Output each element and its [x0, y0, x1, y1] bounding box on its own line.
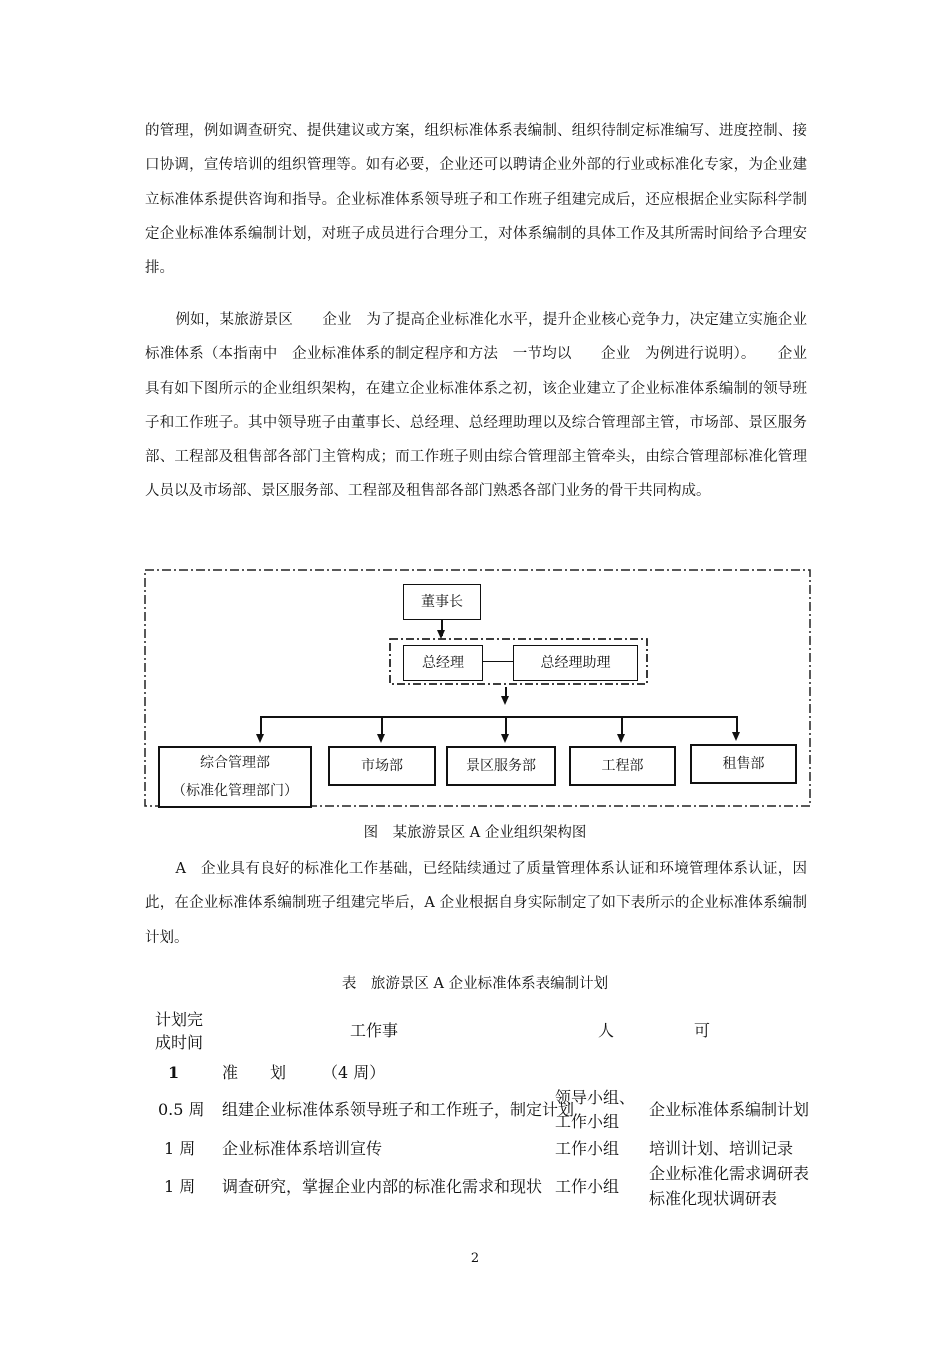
arrow-down-icon — [377, 734, 385, 743]
row-person: 工作小组 — [555, 1139, 620, 1158]
arrow-down-icon — [732, 732, 740, 741]
dept-name: 综合管理部 — [200, 755, 270, 771]
org-box-gm: 总经理 — [403, 645, 483, 681]
phase-name: 准 划 — [222, 1063, 287, 1082]
page-number: 2 — [470, 1251, 480, 1266]
row-output: 企业标准体系编制计划 — [649, 1100, 810, 1119]
row-person: 工作小组 — [555, 1112, 620, 1131]
arrow-down-icon — [617, 734, 625, 743]
figure-caption: 图 某旅游景区 A 企业组织架构图 — [363, 825, 587, 841]
row-time: 1 周 — [164, 1177, 196, 1196]
org-box-scenic-service: 景区服务部 — [446, 746, 556, 786]
org-box-general-management — [158, 746, 312, 808]
header-time-1: 计划完 — [155, 1010, 204, 1029]
org-box-gm-assistant: 总经理助理 — [513, 645, 638, 681]
branch-line — [260, 716, 738, 718]
org-box-marketing: 市场部 — [328, 746, 436, 786]
paragraph-management: 的管理，例如调查研究、提供建议或方案，组织标准体系表编制、组织待制定标准编写、进度控制、接口协调，宣传培训的组织管理等。如有必要，企业还可以聘请企业外部的行业或标准化专家，为企业建立标准体系提供咨询和指导。企业标准体系领导班子和工作班子组建完成后，还应根据企业实际科学制定企业标准体系编制计划，对班子成员进行合理分工，对体系编制的具体工作及其所需时间给予合理安排。 — [145, 123, 807, 277]
header-person: 人 — [598, 1021, 615, 1040]
org-box-engineering: 工程部 — [569, 746, 676, 786]
header-time-2: 成时间 — [155, 1033, 204, 1052]
header-work: 工作事 — [350, 1021, 399, 1040]
row-output: 标准化现状调研表 — [649, 1189, 778, 1208]
arrow-down-icon — [501, 734, 509, 743]
row-time: 0.5 周 — [158, 1100, 205, 1119]
org-box-leasing: 租售部 — [690, 744, 797, 784]
row-person: 工作小组 — [555, 1177, 620, 1196]
dept-note: （标准化管理部门） — [172, 783, 298, 799]
connector — [482, 661, 513, 662]
arrow-down-icon — [501, 696, 509, 705]
paragraph-certification: A 企业具有良好的标准化工作基础，已经陆续通过了质量管理体系认证和环境管理体系认证，因此，在企业标准体系编制班子组建完毕后，A 企业根据自身实际制定了如下表所示的企业标准体系编制计划。 — [145, 861, 807, 946]
row-time: 1 周 — [164, 1139, 196, 1158]
row-work: 组建企业标准体系领导班子和工作班子，制定计划 — [222, 1100, 575, 1119]
phase-number: 1 — [168, 1063, 180, 1082]
row-output: 培训计划、培训记录 — [649, 1139, 794, 1158]
table-caption: 表 旅游景区 A 企业标准体系表编制计划 — [341, 976, 609, 992]
row-person: 领导小组、 — [555, 1088, 636, 1107]
row-output: 企业标准化需求调研表 — [649, 1164, 810, 1183]
row-work: 企业标准体系培训宣传 — [222, 1139, 383, 1158]
org-box-chairman: 董事长 — [403, 584, 481, 620]
paragraph-example: 例如，某旅游景区 企业 为了提高企业标准化水平，提升企业核心竞争力，决定建立实施企业标准体系（本指南中 企业标准体系的制定程序和方法 一节均以 企业 为例进行说明）。 企业 具有如下图所示的企业组织架构，在建立企业标准体系之初，该企业建立了企业标准体系编制的领导班子和工作班子。其中领导班子由董事长、总经理、总经理助理以及综合管理部主管，市场部、景区服务部、工程部及租售部各部门主管构成；而工作班子则由综合管理部主管牵头，由综合管理部标准化管理人员以及市场部、景区服务部、工程部及租售部各部门熟悉各部门业务的骨干共同构成。 — [145, 312, 822, 500]
header-output: 可 — [694, 1021, 711, 1040]
row-work: 调查研究，掌握企业内部的标准化需求和现状 — [222, 1177, 543, 1196]
phase-duration: （4 周） — [322, 1063, 386, 1082]
arrow-down-icon — [256, 734, 264, 743]
